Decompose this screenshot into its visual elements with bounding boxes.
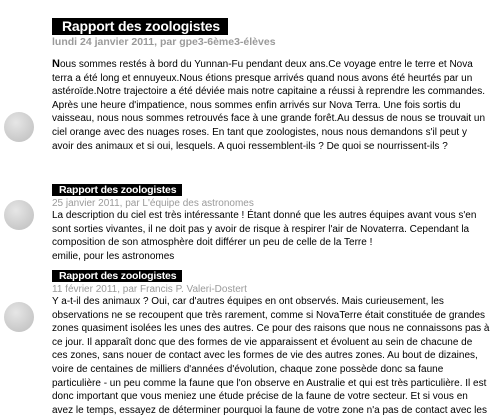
post-text: ous sommes restés à bord du Yunnan-Fu pendant deux ans.Ce voyage entre le terre et Nova terra a été long et ennuyeux.Nous étions presque arrivés quand nous avons été heurtés par un astéroïde.Notre trajectoire a été déviée mais notre capitaine a réussi à reprendre les commandes. Après une heure d'impatience, nous sommes enfin arrivés sur Nova Terra. Une fois sortis du vaisseau, nous nous sommes retrouvés face à une grande forêt.Au dessus de nous se trouvait un ciel orange avec des nuages roses. En tant que zoologistes, nous nous demandons s'il peut y avoir des animaux et si oui, lesquels. A quoi ressemblent-ils ? De quoi se nourrissent-ils ? [52, 59, 486, 152]
post-title: Rapport des zoologistes [52, 184, 182, 196]
post-3 [52, 266, 490, 417]
post-meta: 11 février 2011, par Francis P. Valeri-Dostert [52, 284, 247, 295]
post-body [52, 58, 490, 153]
post-1 [52, 18, 490, 153]
avatar [4, 200, 34, 230]
avatar [4, 302, 34, 332]
post-title: Rapport des zoologistes [52, 270, 182, 282]
post-title: Rapport des zoologistes [52, 18, 228, 35]
post-2 [52, 180, 490, 263]
post-text: La description du ciel est très intéressante ! Étant donné que les autres équipes avant vous s'en sont sorties vivantes, il ne doit pas y avoir de risque à respirer l'air de Novaterra. Cependant la composition de son atmosphère doit différer un peu de celle de la Terre ! [52, 210, 477, 249]
drop-cap: N [52, 58, 60, 70]
post-body [52, 295, 490, 417]
avatar [4, 112, 34, 142]
post-meta: lundi 24 janvier 2011, par gpe3-6ème3-élèves [52, 36, 276, 48]
post-meta: 25 janvier 2011, par L'équipe des astronomes [52, 198, 254, 209]
post-text: Y a-t-il des animaux ? Oui, car d'autres équipes en ont observés. Mais curieusement, les observations ne se recoupent que très rarement, comme si NovaTerre était constituée de grandes zones quasiment isolées les unes des autres. Ce pour des raisons que nous ne connaissons pas à ce jour. Il apparaît donc que des formes de vie apparaissent et évoluent au sein de chacune de ces zones, sans nouer de contact avec les formes de vie des autres zones. Au bout de dizaines, voire de centaines de milliers d'années d'évolution, chaque zone possède donc sa faune particulière - un peu comme la faune que l'on observe en Australie et qui est très particulière. Il est donc important que vous meniez une étude précise de la faune de votre secteur. Et si vous en avez le temps, essayez de déterminer pourquoi la faune de votre zone n'a pas de contact avec les [52, 296, 490, 416]
post-body [52, 209, 490, 263]
post-signature: emilie, pour les astronomes [52, 250, 175, 262]
